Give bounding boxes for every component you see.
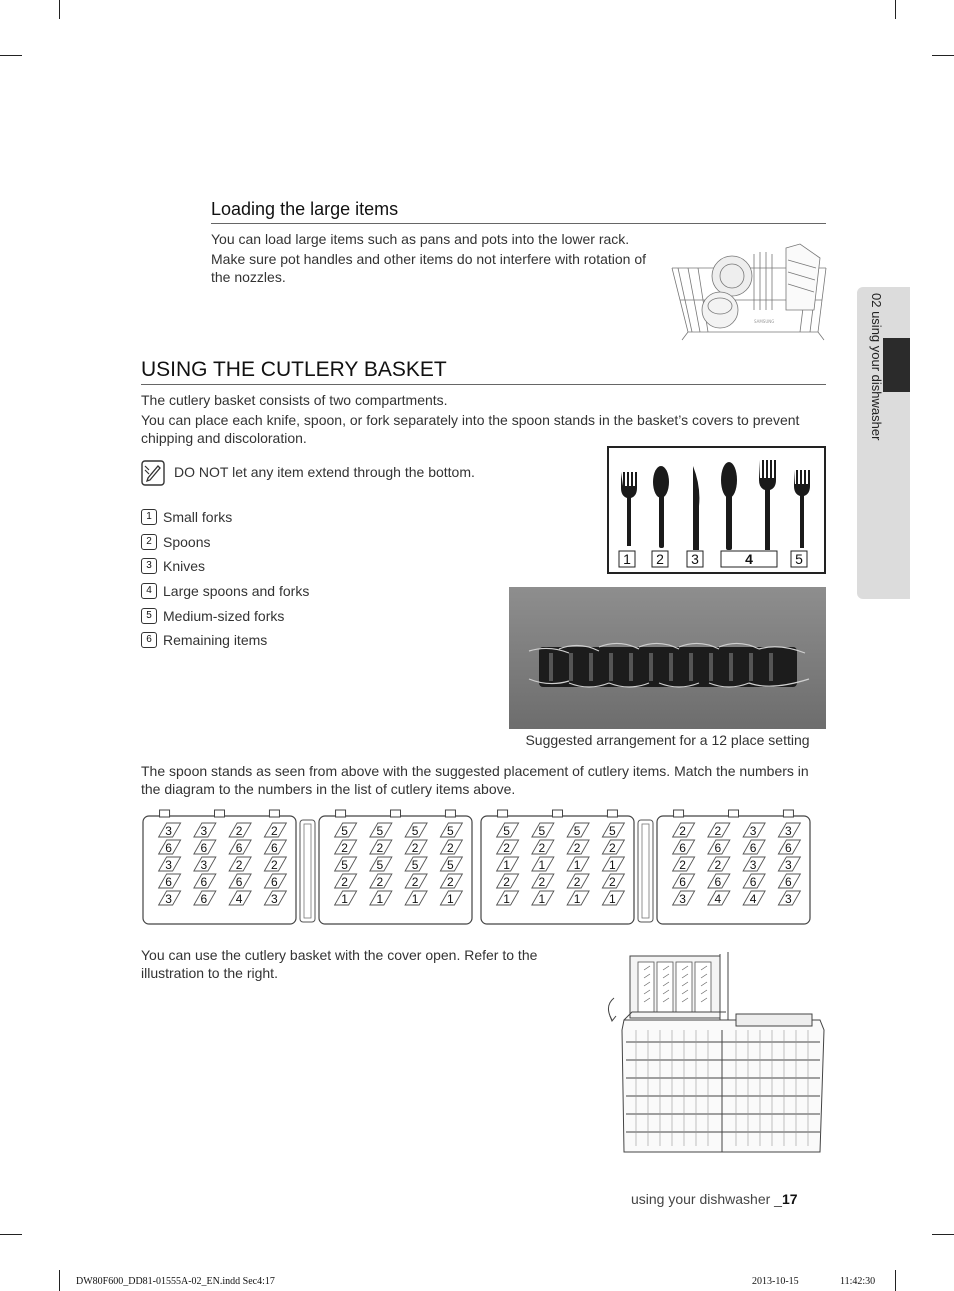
list-item <box>141 533 210 551</box>
slot-number: 4 <box>749 892 757 906</box>
legend-number: 4 <box>745 551 753 567</box>
slot-number: 5 <box>538 824 546 838</box>
slot-number: 2 <box>271 824 278 838</box>
slot-number: 5 <box>376 858 384 872</box>
stands-description: The spoon stands as seen from above with the suggested placement of cutlery items. Match the numbers in the diagram to the numbers in the list of cutlery items above. <box>141 763 809 797</box>
slot-number: 2 <box>503 875 510 889</box>
list-item-label: Knives <box>163 558 206 574</box>
slot-number: 5 <box>447 858 454 872</box>
section-heading-loading: Loading the large items <box>211 199 826 224</box>
slot-number: 3 <box>165 892 172 906</box>
slot-number: 5 <box>376 824 384 838</box>
slot-number: 2 <box>609 875 616 889</box>
slot-number: 6 <box>679 841 686 855</box>
list-item <box>141 607 284 625</box>
print-slug-file: DW80F600_DD81-01555A-02_EN.indd Sec4:17 <box>76 1276 275 1287</box>
slot-number: 2 <box>538 875 546 889</box>
crop-mark <box>895 0 896 19</box>
slot-number: 3 <box>200 858 208 872</box>
slot-number: 6 <box>200 892 208 906</box>
slot-number: 6 <box>200 841 208 855</box>
lower-rack-illustration <box>668 240 828 344</box>
panel-clip <box>498 810 508 817</box>
chapter-marker <box>883 338 910 392</box>
slot-number: 2 <box>271 858 278 872</box>
cutlery-text-1: The cutlery basket consists of two compartments. <box>141 392 448 408</box>
slot-number: 3 <box>200 824 208 838</box>
number-badge: 2 <box>141 534 157 550</box>
list-item <box>141 582 309 600</box>
slot-number: 6 <box>200 875 208 889</box>
page-number: 17 <box>781 1191 798 1207</box>
page-footer <box>631 1191 798 1207</box>
number-badge: 6 <box>141 632 157 648</box>
print-slug-time: 11:42:30 <box>840 1276 876 1287</box>
number-badge: 3 <box>141 558 157 574</box>
photo-caption: Suggested arrangement for a 12 place setting <box>525 732 810 748</box>
crop-mark <box>932 1234 954 1235</box>
slot-number: 5 <box>503 824 510 838</box>
svg-text:SAMSUNG: SAMSUNG <box>754 319 775 324</box>
slot-number: 5 <box>411 824 419 838</box>
slot-number: 5 <box>341 858 348 872</box>
panel-clip <box>729 810 739 817</box>
slot-number: 2 <box>714 824 722 838</box>
cover-open-text: You can use the cutlery basket with the cover open. Refer to the illustration to the right. <box>141 947 538 981</box>
slot-number: 3 <box>785 892 792 906</box>
number-badge: 4 <box>141 583 157 599</box>
panel-clip <box>336 810 346 817</box>
slot-number: 1 <box>573 858 581 872</box>
panel-clip <box>783 810 793 817</box>
slot-number: 4 <box>235 892 243 906</box>
panel-clip <box>215 810 225 817</box>
list-item <box>141 508 232 526</box>
panel-clip <box>445 810 455 817</box>
list-item-label: Large spoons and forks <box>163 583 310 599</box>
slot-number: 5 <box>573 824 581 838</box>
crop-mark <box>59 0 60 19</box>
list-item-label: Small forks <box>163 509 233 525</box>
stand-divider <box>300 820 315 922</box>
slot-number: 5 <box>447 824 454 838</box>
legend-number: 3 <box>691 551 699 567</box>
slot-number: 6 <box>165 875 172 889</box>
basket-open-cover-illustration <box>602 950 826 1155</box>
slot-number: 5 <box>609 824 616 838</box>
slot-number: 2 <box>235 858 243 872</box>
slot-number: 2 <box>538 841 546 855</box>
slot-number: 1 <box>411 892 419 906</box>
section-heading-cutlery: USING THE CUTLERY BASKET <box>141 358 826 385</box>
panel-clip <box>674 810 684 817</box>
slot-number: 6 <box>235 875 243 889</box>
list-item-label: Remaining items <box>163 632 268 648</box>
print-slug-date: 2013-10-15 <box>752 1276 799 1287</box>
slot-number: 1 <box>503 858 510 872</box>
slot-number: 2 <box>411 875 419 889</box>
slot-number: 2 <box>573 841 581 855</box>
slot-number: 6 <box>749 875 757 889</box>
slot-number: 2 <box>714 858 722 872</box>
slot-number: 2 <box>679 858 686 872</box>
legend-number: 1 <box>623 551 631 567</box>
chapter-label: 02 using your dishwasher <box>869 293 884 441</box>
slot-number: 3 <box>679 892 686 906</box>
note-icon <box>141 460 165 486</box>
note-text: DO NOT let any item extend through the bottom. <box>174 464 475 480</box>
legend-number: 5 <box>795 551 803 567</box>
panel-clip <box>391 810 401 817</box>
slot-number: 3 <box>749 858 757 872</box>
slot-number: 2 <box>235 824 243 838</box>
slot-number: 2 <box>447 841 454 855</box>
slot-number: 1 <box>503 892 510 906</box>
slot-number: 3 <box>785 858 792 872</box>
panel-clip <box>160 810 170 817</box>
panel-clip <box>607 810 617 817</box>
slot-number: 6 <box>235 841 243 855</box>
slot-number: 1 <box>609 892 616 906</box>
slot-number: 6 <box>749 841 757 855</box>
list-item <box>141 631 267 649</box>
slot-number: 3 <box>271 892 278 906</box>
panel-clip <box>553 810 563 817</box>
slot-number: 6 <box>785 875 792 889</box>
slot-number: 6 <box>165 841 172 855</box>
slot-number: 6 <box>714 875 722 889</box>
slot-number: 6 <box>271 841 278 855</box>
slot-number: 2 <box>573 875 581 889</box>
slot-number: 1 <box>447 892 454 906</box>
list-item-label: Medium-sized forks <box>163 608 285 624</box>
crop-mark <box>0 55 22 56</box>
slot-number: 1 <box>538 892 546 906</box>
cutlery-legend-illustration <box>607 446 826 574</box>
loading-text-1: You can load large items such as pans and pots into the lower rack. <box>211 231 630 247</box>
slot-number: 3 <box>785 824 792 838</box>
slot-number: 1 <box>341 892 348 906</box>
list-item-label: Spoons <box>163 534 211 550</box>
slot-number: 2 <box>679 824 686 838</box>
slot-number: 2 <box>376 875 384 889</box>
slot-number: 2 <box>411 841 419 855</box>
number-badge: 5 <box>141 608 157 624</box>
slot-number: 2 <box>341 841 348 855</box>
cutlery-basket-photo <box>509 587 826 729</box>
slot-number: 2 <box>447 875 454 889</box>
slot-number: 1 <box>538 858 546 872</box>
slot-number: 5 <box>411 858 419 872</box>
stand-divider <box>638 820 653 922</box>
slot-number: 6 <box>271 875 278 889</box>
slot-number: 3 <box>749 824 757 838</box>
list-item <box>141 557 205 575</box>
slot-number: 2 <box>341 875 348 889</box>
crop-mark <box>895 1270 896 1291</box>
slot-number: 6 <box>679 875 686 889</box>
slot-number: 1 <box>376 892 384 906</box>
slot-number: 4 <box>714 892 722 906</box>
number-badge: 1 <box>141 509 157 525</box>
legend-number: 2 <box>656 551 664 567</box>
crop-mark <box>932 55 954 56</box>
slot-number: 2 <box>503 841 510 855</box>
slot-number: 5 <box>341 824 348 838</box>
panel-clip <box>269 810 279 817</box>
slot-number: 6 <box>785 841 792 855</box>
crop-mark <box>59 1270 60 1291</box>
crop-mark <box>0 1234 22 1235</box>
loading-text-2: Make sure pot handles and other items do not interfere with rotation of the nozzles. <box>211 251 647 285</box>
slot-number: 6 <box>714 841 722 855</box>
footer-label: using your dishwasher _ <box>631 1191 782 1207</box>
slot-number: 1 <box>609 858 616 872</box>
slot-number: 1 <box>573 892 581 906</box>
slot-number: 3 <box>165 824 172 838</box>
slot-number: 3 <box>165 858 172 872</box>
slot-number: 2 <box>609 841 616 855</box>
slot-number: 2 <box>376 841 384 855</box>
spoon-stands-diagram <box>141 808 826 930</box>
cutlery-text-2: You can place each knife, spoon, or fork separately into the spoon stands in the basket’s covers to prevent chipping and discoloration. <box>141 412 800 446</box>
